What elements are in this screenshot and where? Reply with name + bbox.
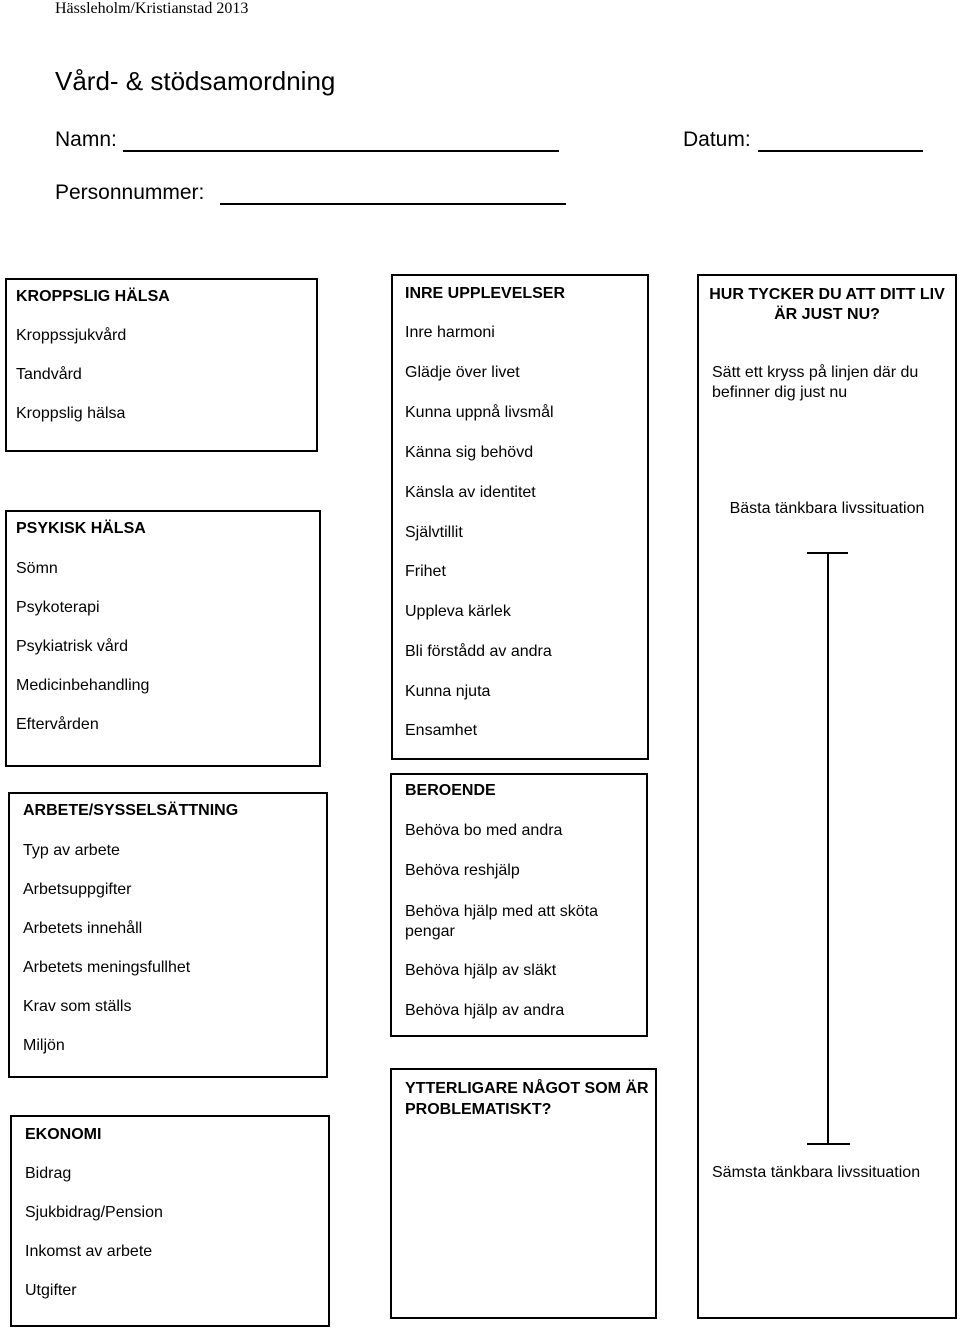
list-item: Medicinbehandling <box>16 677 150 694</box>
list-item: Sömn <box>16 560 58 577</box>
list-item: Kunna uppnå livsmål <box>405 404 554 421</box>
list-item: Frihet <box>405 563 446 580</box>
worst-label: Sämsta tänkbara livssituation <box>712 1164 921 1181</box>
list-item: Typ av arbete <box>23 842 120 859</box>
list-item: Utgifter <box>25 1282 77 1299</box>
list-item: Bidrag <box>25 1165 72 1182</box>
list-item: Sjukbidrag/Pension <box>25 1204 163 1221</box>
list-item: Ensamhet <box>405 722 478 739</box>
arbete-box <box>8 792 328 1078</box>
best-label: Bästa tänkbara livssituation <box>729 500 925 517</box>
list-item: Miljön <box>23 1037 65 1054</box>
page-title: Vård- & stödsamordning <box>55 66 336 96</box>
pnr-label: Personnummer: <box>55 181 205 204</box>
worst-tick <box>807 1143 850 1145</box>
list-item: Kunna njuta <box>405 683 491 700</box>
ytterligare-heading: YTTERLIGARE NÅGOT SOM ÄR PROBLEMATISKT? <box>405 1080 649 1118</box>
psykisk-box <box>5 510 321 767</box>
date-line[interactable] <box>758 150 923 152</box>
list-item: Självtillit <box>405 524 463 541</box>
list-item: Tandvård <box>16 366 82 383</box>
kroppslig-heading: KROPPSLIG HÄLSA <box>16 288 170 305</box>
pnr-line[interactable] <box>220 203 566 205</box>
list-item: Psykoterapi <box>16 599 100 616</box>
list-item: Uppleva kärlek <box>405 603 511 620</box>
list-item: Kroppslig hälsa <box>16 405 126 422</box>
kroppslig-box <box>5 278 318 452</box>
list-item: Behöva bo med andra <box>405 822 563 839</box>
list-item: Kroppssjukvård <box>16 327 127 344</box>
livssituation-box <box>697 274 957 1319</box>
list-item: Känsla av identitet <box>405 484 536 501</box>
life-scale-line[interactable] <box>827 553 829 1144</box>
list-item: Inre harmoni <box>405 324 495 341</box>
list-item: Behöva hjälp med att sköta pengar <box>405 903 599 940</box>
name-label: Namn: <box>55 128 117 151</box>
ytterligare-box <box>390 1068 657 1319</box>
name-line[interactable] <box>123 150 559 152</box>
beroende-box <box>390 773 648 1037</box>
list-item: Behöva reshjälp <box>405 862 520 879</box>
ekonomi-heading: EKONOMI <box>25 1126 102 1143</box>
list-item: Glädje över livet <box>405 364 520 381</box>
arbete-heading: ARBETE/SYSSELSÄTTNING <box>23 802 239 819</box>
psykisk-heading: PSYKISK HÄLSA <box>16 520 146 537</box>
beroende-heading: BEROENDE <box>405 782 496 799</box>
date-label: Datum: <box>683 128 751 151</box>
inre-box <box>391 274 649 760</box>
inre-heading: INRE UPPLEVELSER <box>405 285 566 302</box>
livssituation-instruction: Sätt ett kryss på linjen där du befinner dig just nu <box>712 364 919 401</box>
list-item: Känna sig behövd <box>405 444 534 461</box>
list-item: Behöva hjälp av släkt <box>405 962 557 979</box>
list-item: Inkomst av arbete <box>25 1243 153 1260</box>
list-item: Krav som ställs <box>23 998 132 1015</box>
list-item: Bli förstådd av andra <box>405 643 552 660</box>
list-item: Arbetets innehåll <box>23 920 143 937</box>
list-item: Eftervården <box>16 716 99 733</box>
list-item: Arbetsuppgifter <box>23 881 132 898</box>
list-item: Arbetets meningsfullhet <box>23 959 191 976</box>
list-item: Psykiatrisk vård <box>16 638 129 655</box>
list-item: Behöva hjälp av andra <box>405 1002 565 1019</box>
livssituation-heading: HUR TYCKER DU ATT DITT LIV ÄR JUST NU? <box>709 286 945 323</box>
ekonomi-box <box>10 1115 330 1327</box>
page-header: Hässleholm/Kristianstad 2013 <box>55 0 249 17</box>
